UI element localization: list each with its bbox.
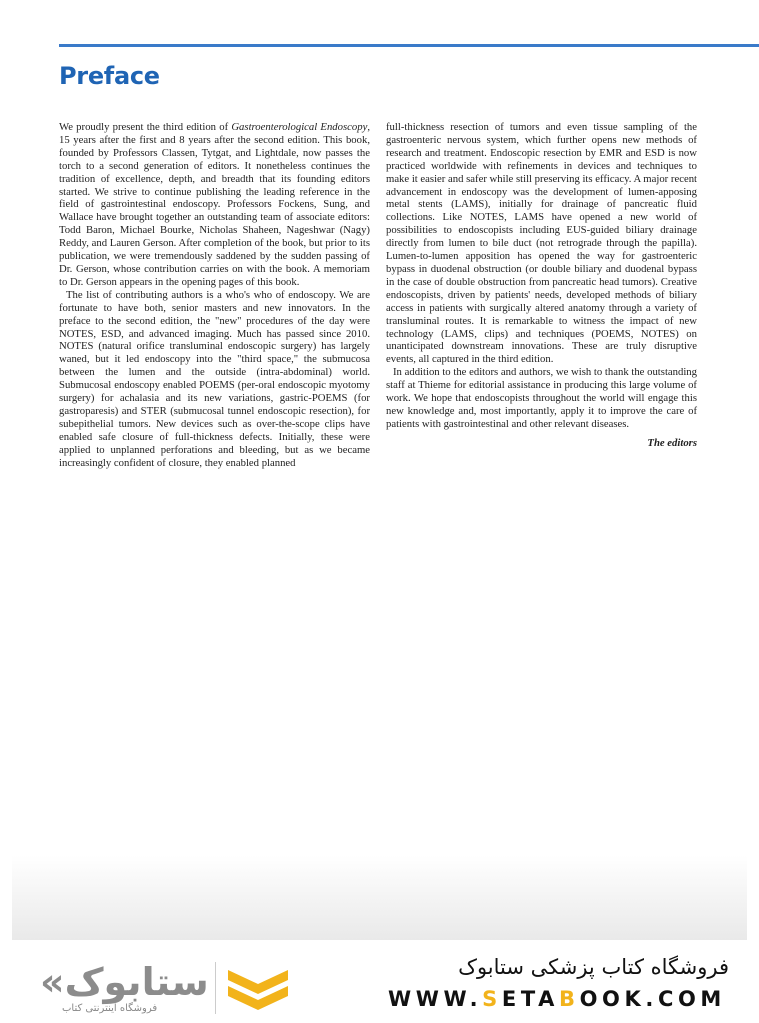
setabook-logo-subtitle: فروشگاه اینترنتی کتاب	[62, 1003, 158, 1014]
left-p1-intro: We proudly present the third edition of	[59, 121, 232, 133]
left-p1-rest: , 15 years after the first and 8 years after the second edition. This book, founded by Professors Classen, Tytgat, and Lightdale, now passes the torch to a second generation of editors. It nonetheless continues the tradition of excellence, depth, and breadth that its founding editors started. We strive to continue publishing the leading reference in the field of gastrointestinal endoscopy. Professors Fockens, Sung, and Wallace have brought together an outstanding team of associate editors: Todd Baron, Michael Bourke, Nicholas Shaheen, Nageshwar (Nagy) Reddy, and Lauren Gerson. After completion of the book, but prior to its publication, we were tremendously saddened by the sudden passing of Dr. Gerson, whose contribution carries on with the book. A memoriam to Dr. Gerson appears in the opening pages of this book.	[59, 121, 370, 288]
book-chevron-icon	[222, 960, 294, 1016]
book-title: Gastroenterological Endoscopy	[231, 121, 368, 133]
left-paragraph-2: The list of contributing authors is a who's who of endoscopy. We are fortunate to have both, senior masters and new innovators. In the preface to the second edition, the "new" procedures of the day were NOTES, ESD, and advanced imaging. Much has passed since 2010. NOTES (natural orifice transluminal endoscopic surgery) has largely waned, but it led endoscopy into the "third space," the submucosa between the lumen and the outside (intra-abdominal) world. Submucosal endoscopy enabled POEMS (per-oral endoscopic myotomy surgery) for achalasia and its new variations, gastric-POEMS (for gastroparesis) and STER (submucosal tunnel endoscopic resection), for subepithelial tumors. New devices such as over-the-scope clips have enabled safe closure of full-thickness defects. Initially, these were applied to unplanned perforations and bleeding, but as we became increasingly confident of closure, they enabled planned	[59, 288, 370, 469]
page-title: Preface	[59, 62, 160, 90]
left-column	[59, 121, 370, 469]
left-paragraph-1	[59, 121, 370, 289]
setabook-logo-text: «ستابوک	[40, 960, 209, 1004]
store-url[interactable]: WWW.SETABOOK.COM	[388, 987, 726, 1011]
logo-divider	[215, 962, 216, 1014]
store-name: فروشگاه کتاب پزشکی ستابوک	[458, 955, 729, 979]
right-column	[386, 121, 697, 450]
signature: The editors	[647, 436, 697, 449]
watermark-fade	[12, 855, 747, 940]
top-rule	[59, 44, 759, 47]
right-paragraph-2: In addition to the editors and authors, we wish to thank the outstanding staff at Thieme for editorial assistance in producing this large volume of work. We hope that endoscopists throughout the world will engage this new knowledge and, most importantly, apply it to improve the care of patients with gastrointestinal and other relevant diseases.	[386, 366, 697, 430]
right-paragraph-1: full-thickness resection of tumors and even tissue sampling of the gastroenteric nervous system, which further opens new methods of research and treatment. Endoscopic resection by EMR and ESD is now practiced worldwide with refinements in devices and techniques to make it easier and safer while still preserving its efficacy. A major recent advancement in endoscopy was the development of lumen-apposing metal stents (LAMS), initially for drainage of pancreatic fluid collections. Like NOTES, LAMS have opened a new world of possibilities to endoscopists including EUS-guided biliary drainage directly from lumen to bile duct (not retrograde through the papilla). Lumen-to-lumen apposition has opened the way for gastroenteric bypass in duodenal obstruction (or double biliary and duodenal bypass in the case of double obstruction from pancreatic head tumors). Creative endoscopists, driven by patients' needs, developed methods of biliary access in patients with surgically altered anatomy through a variety of transluminal routes. It is remarkable to witness the impact of new technology (LAMS, clips) and techniques (POEMS, NOTES) on unanticipated downstream innovations. These are truly disruptive events, all captured in the third edition.	[386, 121, 698, 366]
